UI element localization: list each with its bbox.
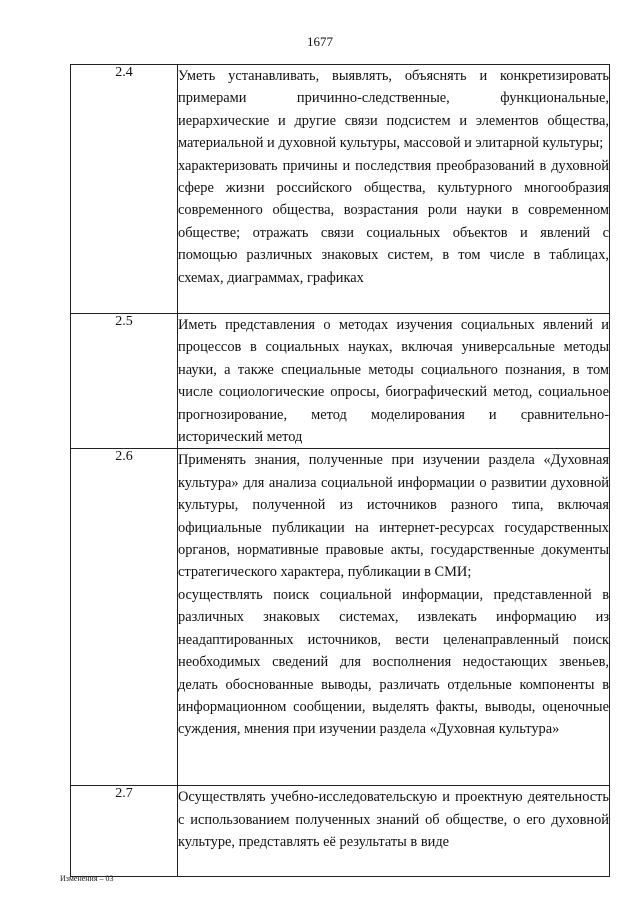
row-code: 2.7 (71, 786, 178, 877)
row-code: 2.6 (71, 449, 178, 786)
paragraph: Иметь представления о методах изучения социальных явлений и процессов в социальных науках, включая универсальные методы науки, а также специальные методы социального познания, в том числе социологические опросы, биографический метод, социальное прогнозирование, метод моделирования и сравнительно-исторический метод (178, 317, 609, 446)
table-row (71, 65, 610, 314)
table-row (71, 314, 610, 449)
paragraph: Уметь устанавливать, выявлять, объяснять и конкретизировать примерами причинно-следственные, функциональные, иерархические и другие связи подсистем и элементов общества, материальной и духовной культуры, массовой и элитарной культуры; (178, 68, 609, 152)
row-text (178, 786, 610, 877)
paragraph: Применять знания, полученные при изучении раздела «Духовная культура» для анализа социальной информации о развитии духовной культуры, полученной из источников разного типа, включая официальные публикации на интернет-ресурсах государственных органов, нормативные правовые акты, государственные документы стратегического характера, публикации в СМИ; (178, 452, 609, 581)
paragraph: характеризовать причины и последствия преобразований в духовной сфере жизни российского общества, культурного многообразия современного общества, возрастания роли науки в современном обществе; отражать связи социальных объектов и явлений с помощью различных знаковых систем, в том числе в таблицах, схемах, диаграммах, графиках (178, 157, 609, 286)
table-row (71, 449, 610, 786)
row-code: 2.5 (71, 314, 178, 449)
table-row (71, 786, 610, 877)
requirements-table (70, 64, 610, 877)
paragraph: осуществлять поиск социальной информации, представленной в различных знаковых системах, извлекать информацию из неадаптированных источников, вести целенаправленный поиск необходимых сведений для восполнения недостающих звеньев, делать обоснованные выводы, различать отдельные компоненты в информационном сообщении, выделять факты, выводы, оценочные суждения, мнения при изучении раздела «Духовная культура» (178, 586, 609, 738)
page-number: 1677 (307, 34, 333, 49)
row-code: 2.4 (71, 65, 178, 314)
paragraph: Осуществлять учебно-исследовательскую и проектную деятельность с использованием полученных знаний об обществе, о его духовной культуре, представлять её результаты в виде (178, 789, 609, 851)
row-text (178, 314, 610, 449)
row-text (178, 449, 610, 786)
footer-note: Изменения – 03 (60, 874, 114, 883)
row-text (178, 65, 610, 314)
